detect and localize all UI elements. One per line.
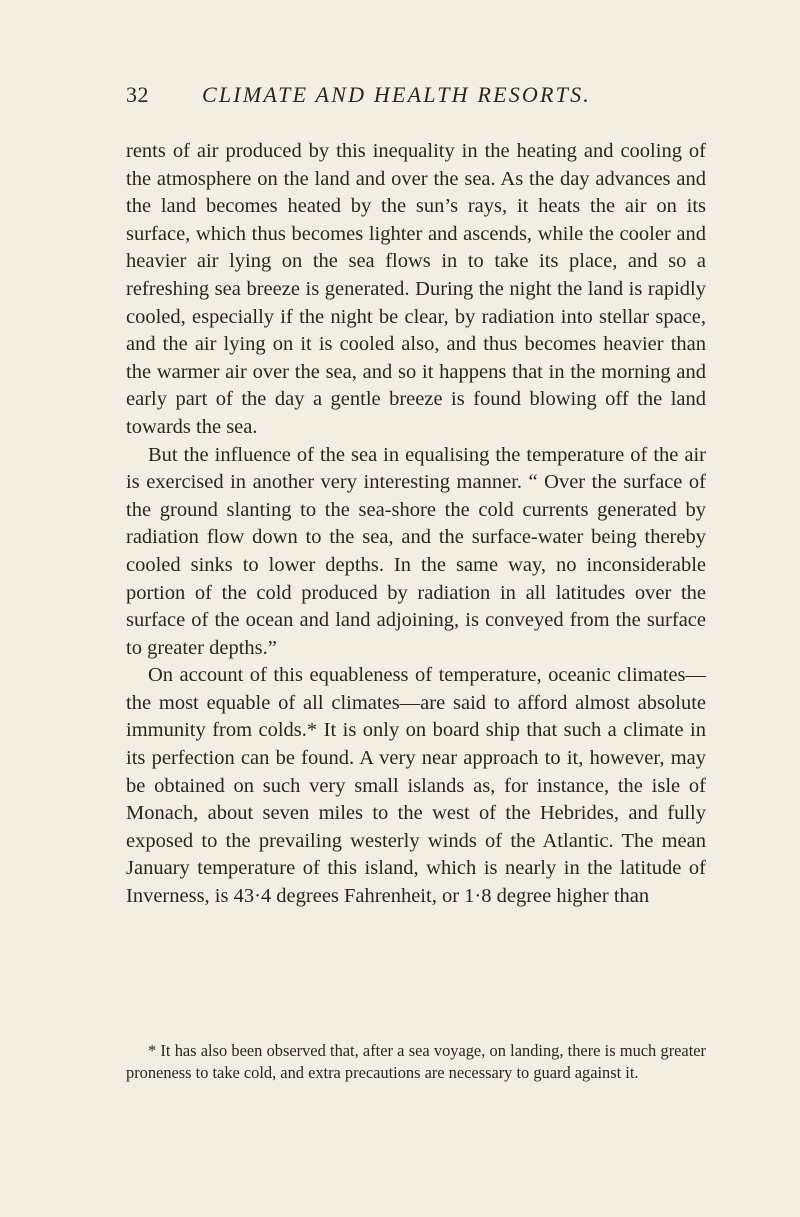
paragraph: On account of this equableness of temperature, oceanic climates—the most equable of all climates—are said to afford almost absolute immunity from colds.* It is only on board ship that such a climate in its perfection can be found. A very near approach to it, however, may be obtained on such very small islands as, for instance, the isle of Monach, about seven miles to the west of the Hebrides, and fully exposed to the prevailing westerly winds of the Atlantic. The mean January temperature of this island, which is nearly in the latitude of Inverness, is 43·4 degrees Fahrenheit, or 1·8 degree higher than [126, 664, 706, 908]
paragraph: But the influence of the sea in equalising the temperature of the air is exercised in another very interesting manner. “ Over the surface of the ground slanting to the sea-shore the cold currents generated by radiation flow down to the sea, and the surface-water being thereby cooled sinks to lower depths. In the same way, no inconsiderable portion of the cold produced by radiation in all latitudes over the surface of the ocean and land adjoining, is conveyed from the surface to greater depths.” [126, 443, 706, 659]
footnote: * It has also been observed that, after a sea voyage, on landing, there is much greater proneness to take cold, and extra precautions are necessary to guard against it. [126, 1041, 706, 1082]
page-number: 32 [126, 82, 149, 107]
paragraph-continuation: rents of air produced by this inequality in the heating and cooling of the atmosphere on the land and over the sea. As the day advances and the land becomes heated by the sun’s rays, it heats the air on its surface, which thus becomes lighter and ascends, while the cooler and heavier air lying on the sea flows in to take its place, and so a refreshing sea breeze is generated. During the night the land is rapidly cooled, especially if the night be clear, by radiation into stellar space, and the air lying on it is cooled also, and thus becomes heavier than the warmer air over the sea, and so it happens that in the morning and early part of the day a gentle breeze is found blowing off the land towards the sea. [126, 140, 706, 438]
running-title: CLIMATE AND HEALTH RESORTS. [202, 82, 591, 107]
running-header [126, 82, 666, 112]
body-text [126, 138, 706, 911]
